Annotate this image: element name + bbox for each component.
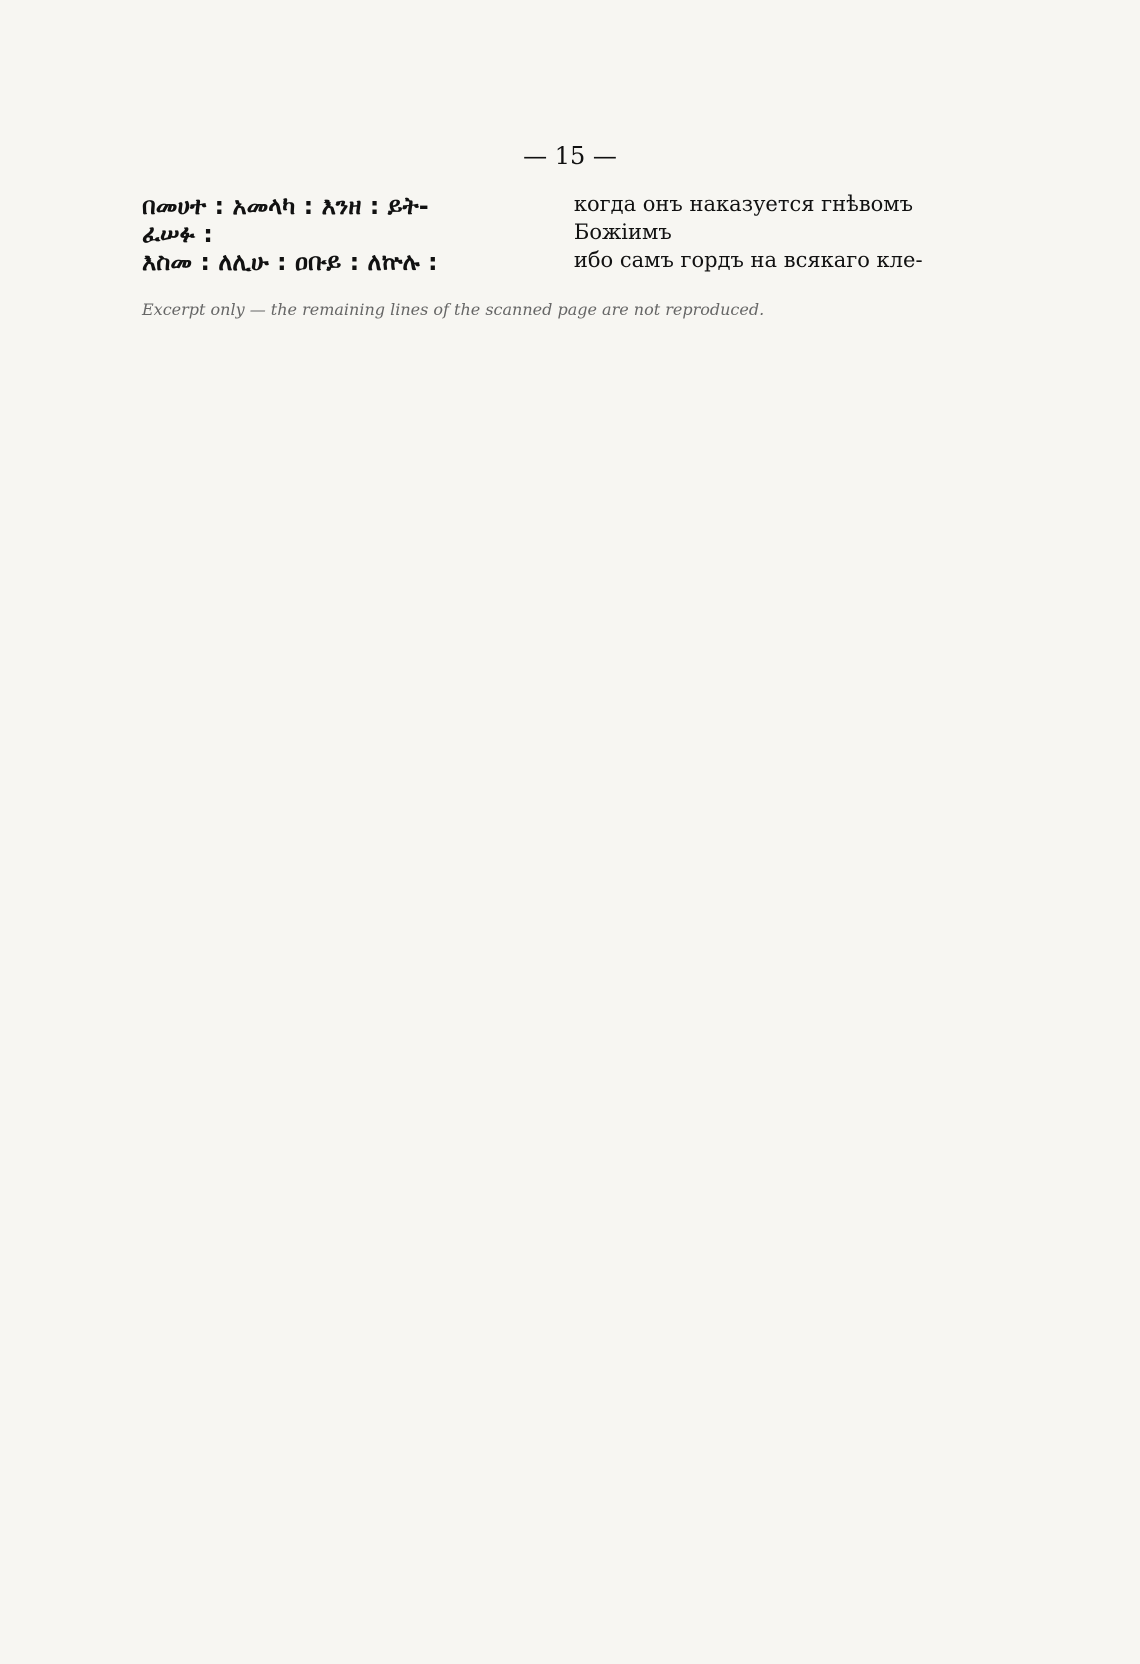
text-row <box>142 248 942 276</box>
ethiopic-line: ፈሠፉ : <box>142 220 213 248</box>
russian-line: Божіимъ <box>573 220 672 244</box>
excerpt-note: Excerpt only — the remaining lines of the scanned page are not reproduced. <box>142 300 765 319</box>
ethiopic-line: እስመ : ለሊሁ : ዐቡይ : ለኵሉ : <box>142 248 438 276</box>
russian-line: ибо самъ гордъ на всякаго кле- <box>573 248 923 272</box>
parallel-text <box>142 192 942 319</box>
russian-line: когда онъ наказуется гнѣвомъ <box>573 192 913 216</box>
page-number: — 15 — <box>523 142 617 170</box>
ethiopic-line: በመሀተ : አመላካ : እንዘ : ይት- <box>142 192 429 220</box>
text-row <box>142 192 942 220</box>
text-row <box>142 220 942 248</box>
